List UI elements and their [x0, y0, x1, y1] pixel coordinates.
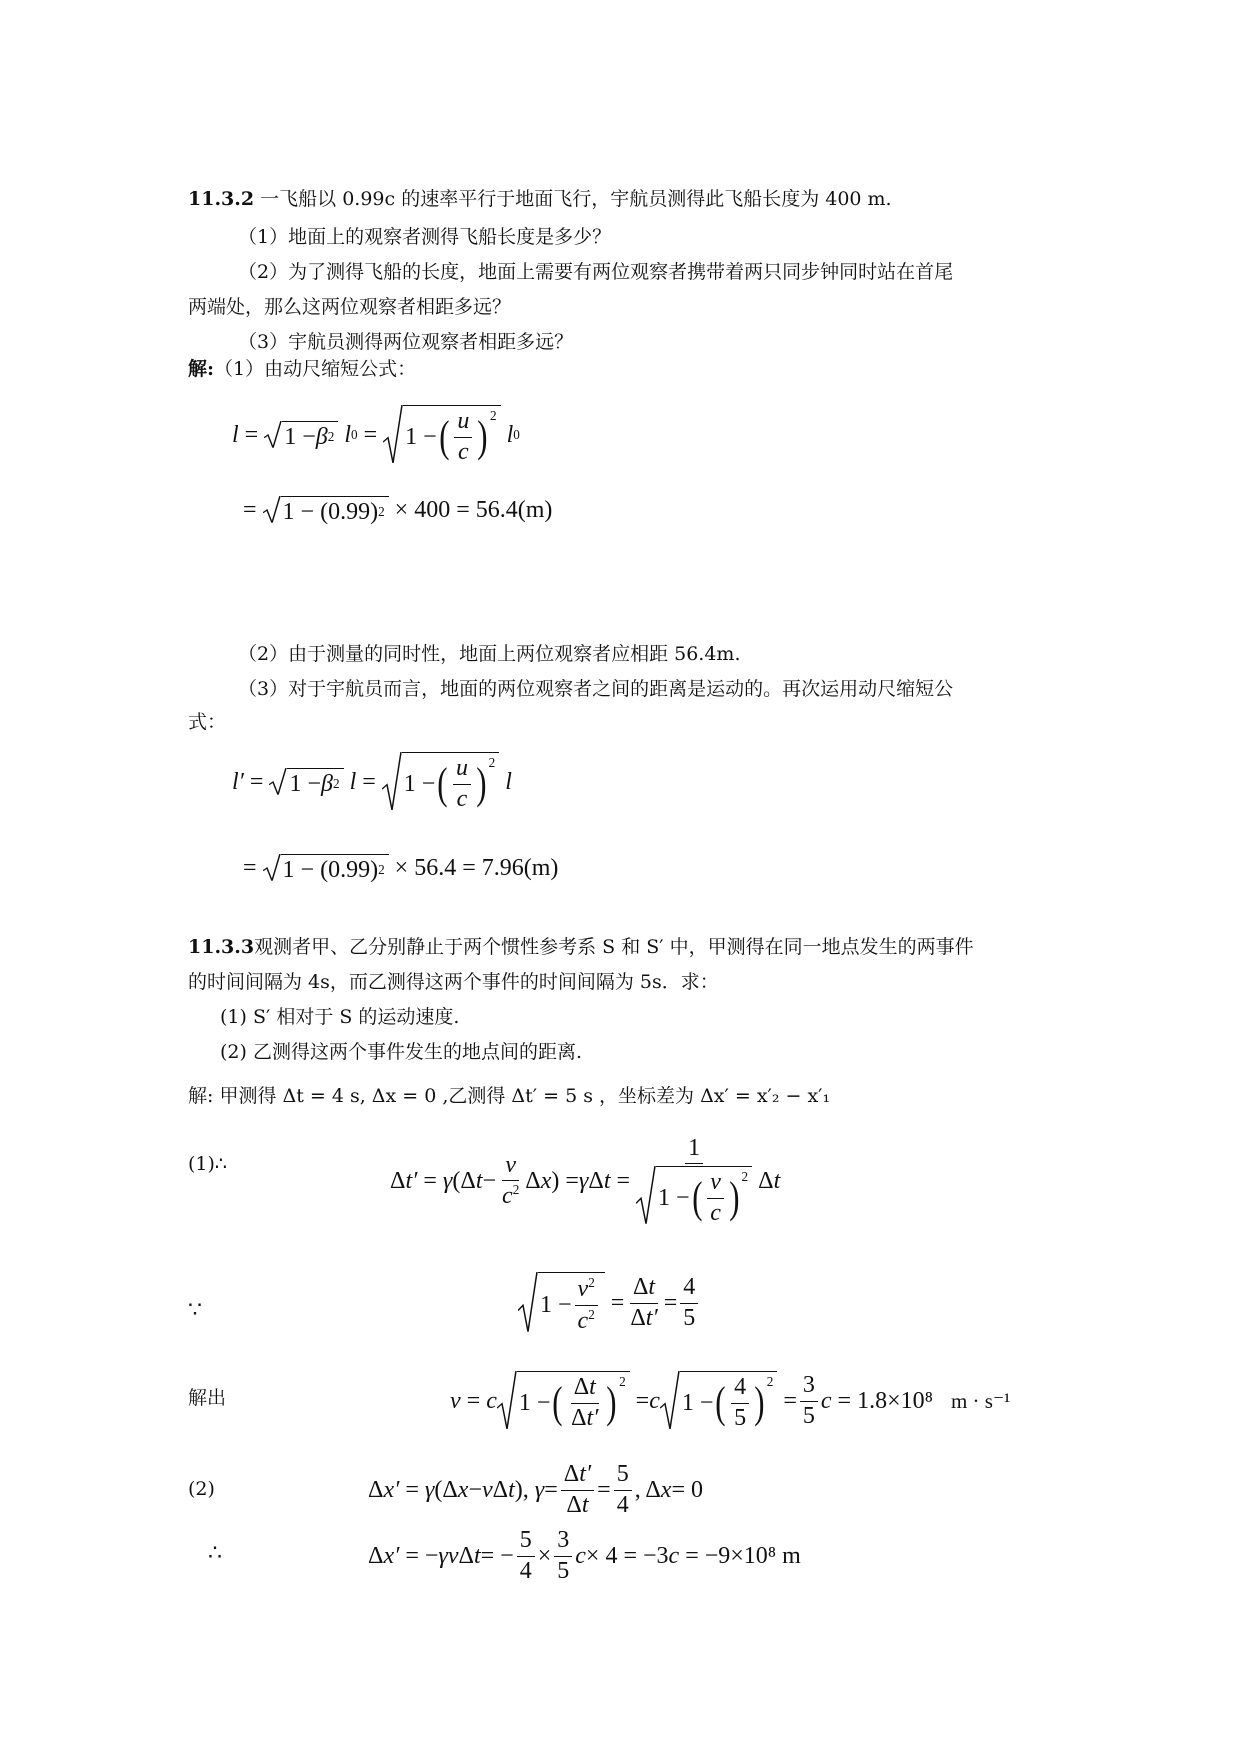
problem-2-q2: (2) 乙测得这两个事件发生的地点间的距离.	[220, 1041, 582, 1063]
solution-1-step1: （1）由动尺缩短公式：	[214, 358, 417, 380]
velocity-unit: m · s⁻¹	[950, 1388, 1011, 1413]
problem-1-text: 一飞船以 0.99c 的速率平行于地面飞行，宇航员测得此飞船长度为 400 m.	[260, 188, 892, 210]
solution-1-answer3-line1: （3）对于宇航员而言，地面的两位观察者之间的距离是运动的。再次运用动尺缩短公	[238, 678, 954, 700]
solution-label: 解:	[188, 358, 215, 380]
sqrt-u-over-c: 1 − ( $\frac{u}{c}$ ) $^2$	[383, 405, 500, 464]
label-part2: (2)	[188, 1478, 215, 1500]
problem-1-q2-line2: 两端处，那么这两位观察者相距多远？	[188, 296, 512, 318]
velocity-result: = 1.8×10⁸	[837, 1388, 933, 1414]
equation-length-contraction: l = 1 − β 2 l 0 = 1 − ( $\frac{u}{c}$ ) $^2$ l 0	[232, 395, 520, 475]
label-because: ∵	[188, 1298, 202, 1323]
problem-1-statement	[188, 190, 892, 209]
problem-1-q1: （1）地面上的观察者测得飞船长度是多少？	[238, 226, 612, 248]
equation-velocity: v = c 1 − ( $\frac{\Delta t}{\Delta t'}$ ) $^2$ = c 1 − ( $\frac{4}{5}$ ) $^2$ = $\frac{3}{5}$ c = 1.8×10⁸ m · s⁻¹	[450, 1372, 1011, 1431]
equation-2-result: = 1 − (0.99) 2 × 56.4 = 7.96(m)	[243, 855, 559, 883]
problem-2-q1: (1) S′ 相对于 S 的运动速度.	[220, 1006, 460, 1028]
equation-length-contraction-2: l′ = 1 − β 2 l = 1 − ( $\frac{u}{c}$ ) $^2$ l	[232, 742, 512, 822]
label-part1-therefore: (1)∴	[188, 1153, 228, 1175]
solution-1-answer2: （2）由于测量的同时性，地面上两位观察者应相距 56.4m.	[238, 643, 741, 665]
solution-2-given: 解: 甲测得 Δt = 4 s, Δx = 0 ,乙测得 Δt′ = 5 s ，坐标差为 Δx′ = x′₂ − x′₁	[188, 1085, 831, 1107]
problem-1-number: 11.3.2	[188, 188, 255, 210]
equation-time-dilation: Δ t′ = γ (Δ t − $\frac{v}{c^2}$ Δ x ) = γ Δ t = 1 1 − ( $\frac{v}{c}$ ) $^2$ Δ t	[390, 1135, 781, 1226]
problem-1-q2-line1: （2）为了测得飞船的长度，地面上需要有两位观察者携带着两只同步钟同时站在首尾	[238, 261, 954, 283]
problem-2-statement-line1	[188, 938, 974, 957]
equation-1-result: = 1 − (0.99) 2 × 400 = 56.4(m)	[243, 497, 553, 525]
equation-delta-x-prime: Δ x′ = γ (Δ x − v Δ t ), γ = $\frac{\Delta t'}{\Delta t}$ = $\frac{5}{4}$ , Δ x = 0	[368, 1461, 703, 1518]
equation-ratio: 1 − $\frac{v^2}{c^2}$ = $\frac{\Delta t}{\Delta t'}$ = $\frac{4}{5}$	[518, 1263, 701, 1343]
equation-distance-result: Δ x′ = − γv Δ t = − $\frac{5}{4}$ × $\frac{3}{5}$ c × 4 = −3 c = −9×10⁸ m	[368, 1527, 801, 1584]
solution-1-answer3-line2: 式：	[188, 711, 227, 733]
problem-2-number: 11.3.3	[188, 936, 255, 958]
label-solve: 解出	[188, 1387, 227, 1409]
solution-1-intro	[188, 360, 416, 379]
label-therefore: ∴	[208, 1541, 222, 1566]
sqrt-beta: 1 − β 2	[264, 421, 338, 449]
problem-2-statement-line2: 的时间间隔为 4s，而乙测得这两个事件的时间间隔为 5s．求：	[188, 971, 719, 993]
problem-1-q3: （3）宇航员测得两位观察者相距多远？	[238, 331, 574, 353]
distance-result: = −9×10⁸ m	[685, 1543, 801, 1569]
problem-2-text: 观测者甲、乙分别静止于两个惯性参考系 S 和 S′ 中，甲测得在同一地点发生的两事件	[254, 936, 974, 958]
